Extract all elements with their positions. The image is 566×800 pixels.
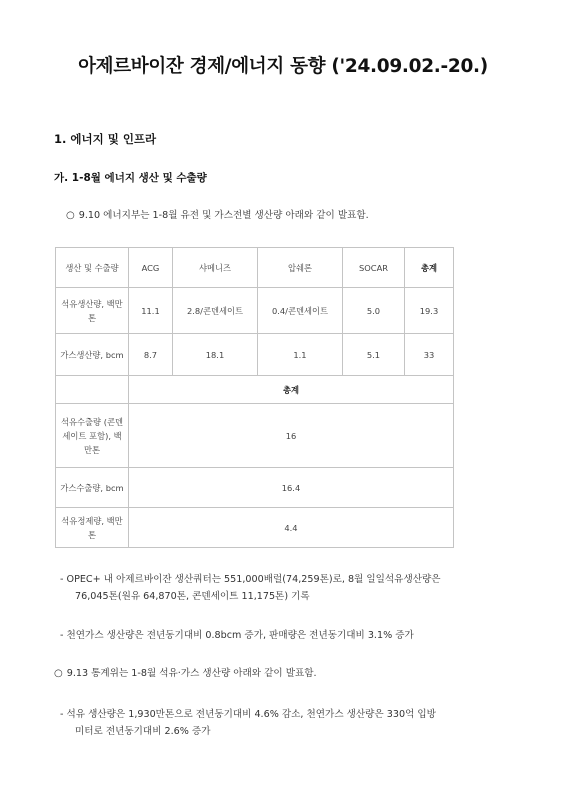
- dash-item-oil-gas: [60, 706, 530, 740]
- table-header-cell: 총계: [405, 248, 454, 288]
- dash-item-text: 미터로 전년동기대비 2.6% 증가: [75, 726, 211, 737]
- section-heading: 1. 에너지 및 인프라: [54, 132, 157, 146]
- dash-item-gas: [60, 627, 530, 644]
- paragraph-statistics-committee: [54, 665, 317, 682]
- table-cell: 8.7: [129, 334, 173, 376]
- table-cell: 16: [129, 404, 454, 468]
- table-cell: 석유정제량, 백만톤: [56, 508, 129, 548]
- paragraph-text: 9.13 통계위는 1-8월 석유·가스 생산량 아래와 같이 발표함.: [66, 668, 317, 679]
- table-cell: 2.8/콘덴세이트: [173, 288, 258, 334]
- table-cell: [56, 376, 129, 404]
- table-header-cell: 생산 및 수출량: [56, 248, 129, 288]
- table-row: [56, 288, 454, 334]
- subsection-heading: 가. 1-8월 에너지 생산 및 수출량: [54, 172, 207, 184]
- table-row: [56, 334, 454, 376]
- circle-bullet-icon: ○: [66, 210, 75, 221]
- table-cell: 16.4: [129, 468, 454, 508]
- production-table: [55, 247, 454, 548]
- dash-item-text: 76,045톤(원유 64,870톤, 콘덴세이트 11,175톤) 기록: [75, 591, 310, 602]
- table-cell: 5.0: [343, 288, 405, 334]
- table-header-row: [56, 248, 454, 288]
- table-row: [56, 468, 454, 508]
- dash-item-text: - OPEC+ 내 아제르바이잔 생산쿼터는 551,000배럴(74,259톤)로, 8월 일일석유생산량은: [60, 574, 441, 585]
- table-cell: 4.4: [129, 508, 454, 548]
- paragraph-text: 9.10 에너지부는 1-8월 유전 및 가스전별 생산량 아래와 같이 발표함.: [78, 210, 369, 221]
- table-cell: 19.3: [405, 288, 454, 334]
- circle-bullet-icon: ○: [54, 668, 63, 679]
- table-cell: 석유수출량 (콘덴세이트 포함), 백만톤: [56, 404, 129, 468]
- dash-item-text: - 석유 생산량은 1,930만톤으로 전년동기대비 4.6% 감소, 천연가스 생산량은 330억 입방: [60, 709, 436, 720]
- table-header-cell: ACG: [129, 248, 173, 288]
- table-cell: 5.1: [343, 334, 405, 376]
- table-cell: 가스생산량, bcm: [56, 334, 129, 376]
- table-header-cell: 압쉐론: [258, 248, 343, 288]
- table-total-header-row: [56, 376, 454, 404]
- dash-item-text: - 천연가스 생산량은 전년동기대비 0.8bcm 증가, 판매량은 전년동기대비 3.1% 증가: [60, 630, 414, 641]
- table-row: [56, 508, 454, 548]
- page-title: 아제르바이잔 경제/에너지 동향 ('24.09.02.-20.): [78, 56, 488, 77]
- table-cell: 11.1: [129, 288, 173, 334]
- paragraph-energy-ministry: [66, 207, 369, 224]
- dash-item-opec: [60, 571, 530, 605]
- table-cell: 0.4/콘덴세이트: [258, 288, 343, 334]
- table-row: [56, 404, 454, 468]
- table-cell: 석유생산량, 백만톤: [56, 288, 129, 334]
- table-header-cell: 총계: [129, 376, 454, 404]
- table-header-cell: SOCAR: [343, 248, 405, 288]
- table-cell: 1.1: [258, 334, 343, 376]
- table-cell: 가스수출량, bcm: [56, 468, 129, 508]
- table-header-cell: 샤메니즈: [173, 248, 258, 288]
- table-cell: 18.1: [173, 334, 258, 376]
- table-cell: 33: [405, 334, 454, 376]
